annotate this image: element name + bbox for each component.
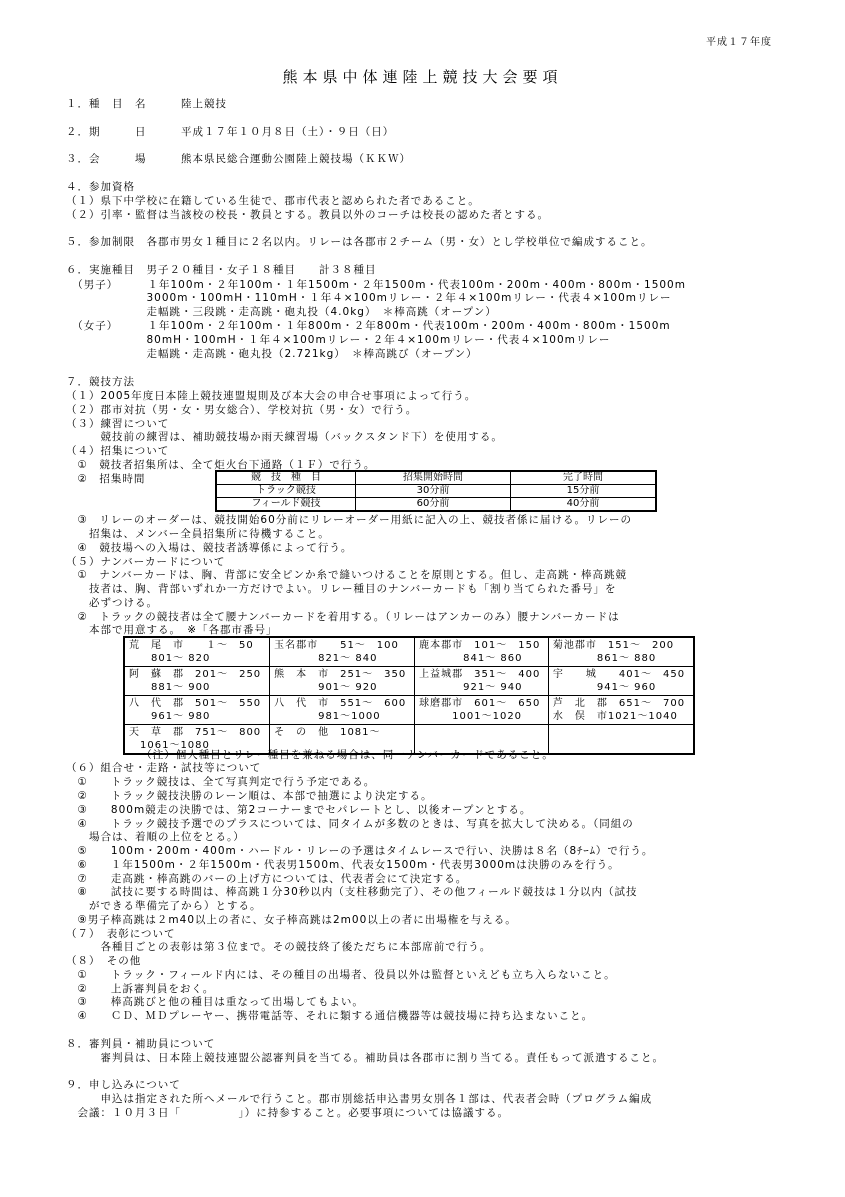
cell-line: 阿 蘇 郡 201～ 250 xyxy=(129,669,262,680)
table-cell: 60分前 xyxy=(356,498,511,512)
text-line: 3000m・100mH・110mH・１年４×100mリレー・２年４×100mリレー・代表４×100mリレー xyxy=(66,292,672,304)
text-line: （２）郡市対抗（男・女・男女総合）、学校対抗（男・女）で行う。 xyxy=(66,404,418,416)
cell-line: 1061～1080 xyxy=(129,740,210,751)
cell-line: 八 代 郡 501～ 550 xyxy=(129,698,262,709)
cell-line: 801～ 820 xyxy=(129,653,211,664)
text-line: ③ 棒高跳びと他の種目は重なって出場してもよい。 xyxy=(66,996,364,1008)
text-line: （８） その他 xyxy=(66,955,142,967)
text-line: １．種 目 名 陸上競技 xyxy=(66,98,227,110)
text-line: （１）2005年度日本陸上競技連盟規則及び本大会の申合せ事項によって行う。 xyxy=(66,390,477,402)
text-line: ７．競技方法 xyxy=(66,376,135,388)
text-line: （男子） １年100m・２年100m・１年1500m・２年1500m・代表100m・200m・400m・800m・1500m xyxy=(66,279,686,291)
cell-line: 菊池郡市 151～ 200 xyxy=(552,640,675,651)
text-line: （注）個人種目とリレー種目を兼ねる場合は、同一ナンバーカードであること。 xyxy=(66,749,554,761)
table-cell xyxy=(415,696,549,725)
cell-line: 熊 本 市 251～ 350 xyxy=(274,669,407,680)
text-line: ② 招集時間 xyxy=(66,473,146,485)
table-cell xyxy=(548,667,694,696)
cell-line: 水 俣 市1021～1040 xyxy=(552,711,678,722)
call-time-table xyxy=(215,470,657,512)
cell-line: そ の 他 1081～ xyxy=(274,727,381,738)
text-line: （３）練習について xyxy=(66,418,170,430)
cell-line: 1001～1020 xyxy=(419,711,523,722)
text-line: 審判員は、日本陸上競技連盟公認審判員を当てる。補助員は各郡市に割り当てる。責任もって派遣すること。 xyxy=(66,1052,664,1064)
text-line: ① トラック競技は、全て写真判定で行う予定である。 xyxy=(66,776,376,788)
table-cell xyxy=(270,696,415,725)
text-line: （７） 表彰について xyxy=(66,928,176,940)
table-row xyxy=(124,637,694,667)
table-header-row xyxy=(216,471,656,485)
text-line: ③ 800m競走の決勝では、第2コーナーまでセパレートとし、以後オープンとする。 xyxy=(66,804,532,816)
text-line: （６）組合せ・走路・試技等について xyxy=(66,762,262,774)
text-line: 申込は指定された所へメールで行うこと。郡市別総括申込書男女別各１部は、代表者会時（プログラム編成 xyxy=(66,1093,653,1105)
column-header: 競 技 種 目 xyxy=(216,471,356,485)
table-cell: 15分前 xyxy=(511,485,657,498)
table-cell xyxy=(124,696,270,725)
cell-line: 901～ 920 xyxy=(274,682,378,693)
area-number-table xyxy=(123,636,695,755)
table-row xyxy=(124,667,694,696)
text-line: ② トラックの競技者は全て腰ナンバーカードを着用する。（リレーはアンカーのみ）腰ナンバーカードは xyxy=(66,611,620,623)
text-line: ④ 競技場への入場は、競技者誘導係によって行う。 xyxy=(66,542,353,554)
cell-line: 荒 尾 市 １～ 50 xyxy=(129,640,254,651)
text-line: ９．申し込みについて xyxy=(66,1079,181,1091)
text-line: ① ナンバーカードは、胸、背部に安全ピンか糸で縫いつけることを原則とする。但し、走高跳・棒高跳競 xyxy=(66,569,627,581)
text-line: （４）招集について xyxy=(66,445,170,457)
text-line: ④ トラック競技予選でのプラスについては、同タイムが多数のときは、写真を拡大して決める。（同組の xyxy=(66,818,634,830)
cell-line: 821～ 840 xyxy=(274,653,378,664)
column-header: 完了時間 xyxy=(511,471,657,485)
text-line: ６．実施種目 男子２０種目・女子１８種目 計３８種目 xyxy=(66,264,377,276)
table-cell xyxy=(415,667,549,696)
text-line: ⑨男子棒高跳は２m40以上の者に、女子棒高跳は2m00以上の者に出場権を与える。 xyxy=(66,914,517,926)
table-cell xyxy=(124,637,270,667)
text-line: ④ ＣＤ、ＭＤプレーヤー、携帯電話等、それに類する通信機器等は競技場に持ち込まないこと。 xyxy=(66,1010,594,1022)
cell-line: 芦 北 郡 651～ 700 xyxy=(552,698,686,709)
text-line: ① トラック・フィールド内には、その種目の出場者、役員以外は監督といえども立ち入らないこと。 xyxy=(66,969,616,981)
text-line: 競技前の練習は、補助競技場か雨天練習場（バックスタンド下）を使用する。 xyxy=(66,431,503,443)
text-line: ３．会 場 熊本県民総合運動公園陸上競技場（ＫＫＷ） xyxy=(66,153,411,165)
table-cell: フィールド競技 xyxy=(216,498,356,512)
cell-line: 861～ 880 xyxy=(552,653,657,664)
text-line: ができる準備完了から）とする。 xyxy=(66,900,262,912)
text-line: ⑦ 走高跳・棒高跳のバーの上げ方については、代表者会にて決定する。 xyxy=(66,873,468,885)
text-line: （１）県下中学校に在籍している生徒で、郡市代表と認められた者であること。 xyxy=(66,195,480,207)
text-line: （５）ナンバーカードについて xyxy=(66,556,226,568)
cell-line: 941～ 960 xyxy=(552,682,657,693)
text-line: ５．参加制限 各郡市男女１種目に２名以内。リレーは各郡市２チーム（男・女）とし学校単位で編成すること。 xyxy=(66,236,653,248)
text-line: 会議：１０月３日「 」）に持参すること。必要事項については協議する。 xyxy=(66,1107,510,1119)
text-line: ⑥ １年1500m・２年1500m・代表男1500m、代表女1500m・代表男3000mは決勝のみを行う。 xyxy=(66,859,620,871)
text-line: ２．期 日 平成１７年１０月８日（土）・９日（日） xyxy=(66,126,395,138)
table-cell xyxy=(415,637,549,667)
text-line: 走幅跳・走高跳・砲丸投（2.721kg） ＊棒高跳び（オープン） xyxy=(66,348,478,360)
text-line: （２）引率・監督は当該校の校長・教員とする。教員以外のコーチは校長の認めた者とする。 xyxy=(66,209,549,221)
text-line: ８．審判員・補助員について xyxy=(66,1038,216,1050)
table-cell xyxy=(270,637,415,667)
text-line: 本部で用意する。 ※「各郡市番号」 xyxy=(66,624,278,636)
text-line: 場合は、着順の上位をとる。） xyxy=(66,831,245,843)
text-line: 招集は、メンバー全員招集所に待機すること。 xyxy=(66,528,330,540)
cell-line: 961～ 980 xyxy=(129,711,211,722)
cell-line: 天 草 郡 751～ 800 xyxy=(129,727,262,738)
text-line: ① 競技者招集所は、全て炬火台下通路（１Ｆ）で行う。 xyxy=(66,459,376,471)
text-line: 必ずつける。 xyxy=(66,597,158,609)
text-line: ４．参加資格 xyxy=(66,181,135,193)
text-line: ② トラック競技決勝のレーン順は、本部で抽選により決定する。 xyxy=(66,790,433,802)
text-line: （女子） １年100m・２年100m・１年800m・２年800m・代表100m・200m・400m・800m・1500m xyxy=(66,320,671,332)
cell-line: 981～1000 xyxy=(274,711,381,722)
cell-line: 玉名郡市 51～ 100 xyxy=(274,640,399,651)
table-row xyxy=(216,498,656,512)
table-cell xyxy=(548,637,694,667)
table-row xyxy=(124,696,694,725)
table-cell: トラック競技 xyxy=(216,485,356,498)
table-cell xyxy=(124,667,270,696)
cell-line: 881～ 900 xyxy=(129,682,211,693)
table-row xyxy=(216,485,656,498)
table-cell xyxy=(270,667,415,696)
text-line: 技者は、胸、背部いずれか一方だけでよい。リレー種目のナンバーカードも「割り当てられた番号」を xyxy=(66,583,617,595)
table-cell xyxy=(548,725,694,755)
text-line: 走幅跳・三段跳・走高跳・砲丸投（4.0kg） ＊棒高跳（オープン） xyxy=(66,306,497,318)
table-cell: 40分前 xyxy=(511,498,657,512)
fiscal-year: 平成１７年度 xyxy=(706,37,772,48)
text-line: ⑤ 100m・200m・400m・ハードル・リレーの予選はタイムレースで行い、決勝は８名（8ﾁｰﾑ）で行う。 xyxy=(66,845,654,857)
cell-line: 上益城郡 351～ 400 xyxy=(419,669,541,680)
text-line: ⑧ 試技に要する時間は、棒高跳１分30秒以内（支柱移動完了）、その他フィールド競技は１分以内（試技 xyxy=(66,886,638,898)
cell-line: 841～ 860 xyxy=(419,653,523,664)
cell-line: 球磨郡市 601～ 650 xyxy=(419,698,541,709)
table-cell: 30分前 xyxy=(356,485,511,498)
text-line: 各種目ごとの表彰は第３位まで。その競技終了後ただちに本部席前で行う。 xyxy=(66,941,492,953)
text-line: 80mH・100mH・１年４×100mリレー・２年４×100mリレー・代表４×100mリレー xyxy=(66,334,611,346)
text-line: ③ リレーのオーダーは、競技開始60分前にリレーオーダー用紙に記入の上、競技者係に届ける。リレーの xyxy=(66,514,633,526)
cell-line: 八 代 市 551～ 600 xyxy=(274,698,407,709)
cell-line: 宇 城 401～ 450 xyxy=(552,669,686,680)
cell-line: 鹿本郡市 101～ 150 xyxy=(419,640,541,651)
text-line: ② 上訴審判員をおく。 xyxy=(66,983,215,995)
column-header: 招集開始時間 xyxy=(356,471,511,485)
cell-line: 921～ 940 xyxy=(419,682,523,693)
page-title: 熊本県中体連陸上競技大会要項 xyxy=(282,68,563,86)
table-cell xyxy=(548,696,694,725)
